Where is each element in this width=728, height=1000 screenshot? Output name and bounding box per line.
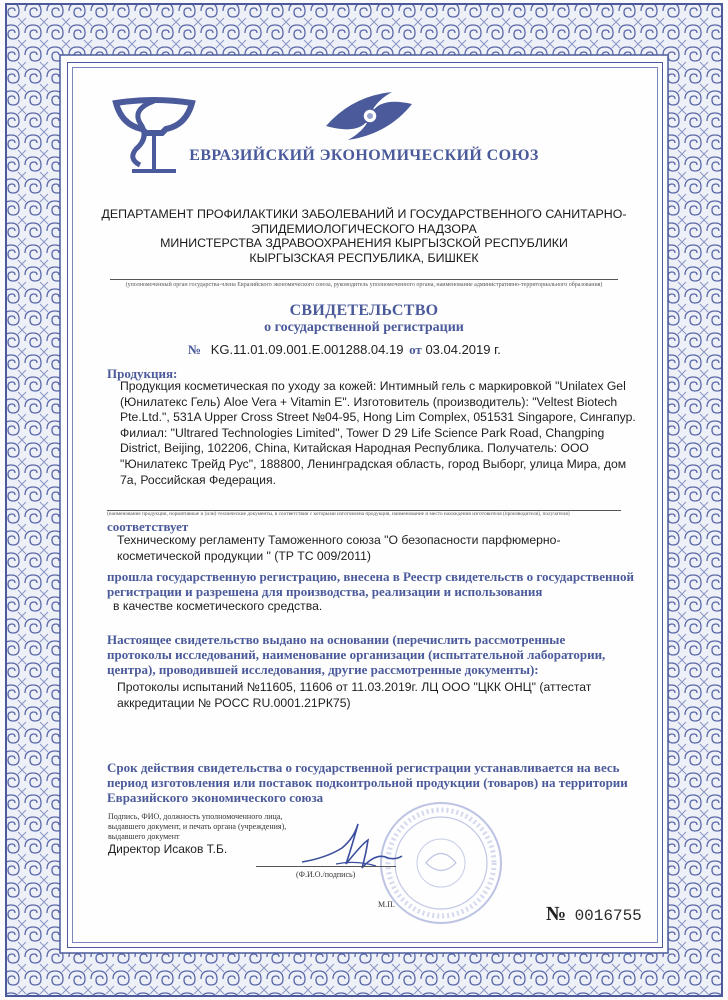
certificate-number: KG.11.01.09.001.E.001288.04.19 xyxy=(210,342,404,357)
stamp-label: М.П. xyxy=(378,900,395,909)
certificate-title: СВИДЕТЕЛЬСТВО xyxy=(289,302,439,319)
protocol-line: аккредитации № РОСС RU.0001.21РК75) xyxy=(117,695,351,710)
product-description xyxy=(120,379,640,488)
fio-label: (Ф.И.О./подпись) xyxy=(296,870,356,879)
validity-statement xyxy=(107,760,647,805)
certificate-number-line xyxy=(188,342,501,358)
authority-note: (уполномоченный орган государства-члена Евразийского экономического союза, руководитель уполномоченного органа, наименование административно-территориального образования) xyxy=(125,282,603,288)
department-line: ДЕПАРТАМЕНТ ПРОФИЛАКТИКИ ЗАБОЛЕВАНИЙ И ГОСУДАРСТВЕННОГО САНИТАРНО- xyxy=(101,207,627,221)
union-name: ЕВРАЗИЙСКИЙ ЭКОНОМИЧЕСКИЙ СОЮЗ xyxy=(189,147,539,164)
department-block xyxy=(90,207,638,265)
signature-caption-line: Подпись, ФИО, должность уполномоченного лица, xyxy=(108,812,283,821)
protocols-text xyxy=(117,680,637,711)
conformity-line: косметической продукции " (ТР ТС 009/2011) xyxy=(117,548,371,563)
date-label: от xyxy=(409,342,422,357)
department-line: ЭПИДЕМИОЛОГИЧЕСКОГО НАДЗОРА xyxy=(251,221,477,236)
bowl-of-hygieia-emblem xyxy=(106,85,202,181)
form-number-sign: № xyxy=(546,903,567,925)
eaeu-emblem xyxy=(322,86,416,144)
basis-line: протоколы исследований, наименование организации (испытательной лаборатории, xyxy=(107,647,606,662)
validity-line: Евразийского экономического союза xyxy=(107,790,324,805)
signer-name: Директор Исаков Т.Б. xyxy=(108,842,228,856)
product-line: 7а, Российская Федерация. xyxy=(120,472,276,487)
registration-line: регистрации и разрешена для производства, реализации и использования xyxy=(107,584,543,599)
conformity-label: соответствует xyxy=(107,519,189,534)
signature-rule xyxy=(256,866,396,867)
conformity-text xyxy=(117,533,617,564)
conformity-line: Техническому регламенту Таможенного союза "О безопасности парфюмерно- xyxy=(117,533,561,547)
number-sign: № xyxy=(188,342,202,357)
protocol-line: Протоколы испытаний №11605, 11606 от 11.03.2019г. ЛЦ ООО "ЦКК ОНЦ" (аттестат xyxy=(117,680,592,694)
registration-statement xyxy=(107,569,647,599)
product-note: (наименование продукции, нормативные и (или) технические документы, в соответствии с которыми изготовлена продукция, наименование и место нахождения изготовителя (производителя), получателя) xyxy=(107,511,570,517)
product-line: Продукция косметическая по уходу за кожей: Интимный гель с маркировкой "Unilatex Gel xyxy=(120,379,626,393)
product-line: (Юнилатекс Гель) Aloe Vera + Vitamin E". Изготовитель (производитель): "Veltest Biotech xyxy=(120,394,618,409)
authority-rule xyxy=(110,279,618,280)
validity-line: период изготовления или поставок подконтрольной продукции (товаров) на территории xyxy=(107,775,628,790)
product-line: Pte.Ltd.", 531A Upper Cross Street №04-95, Hong Lim Complex, 051531 Singapore, Сингапур. xyxy=(120,410,636,425)
registration-usage: в качестве косметического средства. xyxy=(113,599,323,613)
basis-line: центра), проводившей исследования, другие рассмотренные документы): xyxy=(107,662,539,677)
certificate-date: 03.04.2019 г. xyxy=(425,342,501,357)
product-label: Продукция: xyxy=(107,366,178,381)
signature-caption xyxy=(108,812,286,842)
basis-line: Настоящее свидетельство выдано на основании (перечислить рассмотренные xyxy=(107,632,566,647)
validity-line: Срок действия свидетельства о государственной регистрации устанавливается на весь xyxy=(107,760,620,775)
registration-line: прошла государственную регистрацию, внесена в Реестр свидетельств о государственной xyxy=(107,569,634,584)
product-line: "Юнилатекс Трейд Рус", 188800, Ленинградская область, город Выборг, улица Мира, дом xyxy=(120,456,627,471)
form-number xyxy=(546,903,642,926)
basis-statement xyxy=(107,632,647,677)
certificate-subtitle: о государственной регистрации xyxy=(264,320,464,335)
department-line: КЫРГЫЗСКАЯ РЕСПУБЛИКА, БИШКЕК xyxy=(249,250,479,265)
product-line: Филиал: "Ultrared Technologies Limited", Tower D 29 Life Science Park Road, Changping xyxy=(120,425,605,440)
department-line: МИНИСТЕРСТВА ЗДРАВООХРАНЕНИЯ КЫРГЫЗСКОЙ РЕСПУБЛИКИ xyxy=(160,236,568,251)
signature-caption-line: выдавшего документ, и печать органа (учреждения), xyxy=(108,822,287,831)
product-line: District, Beijing, 102206, China, Китайская Народная Республика. Получатель: ООО xyxy=(120,441,589,456)
signature-caption-line: выдавшего документ xyxy=(108,832,180,841)
signature-scribble xyxy=(296,818,406,878)
form-number-value: 0016755 xyxy=(574,907,642,925)
